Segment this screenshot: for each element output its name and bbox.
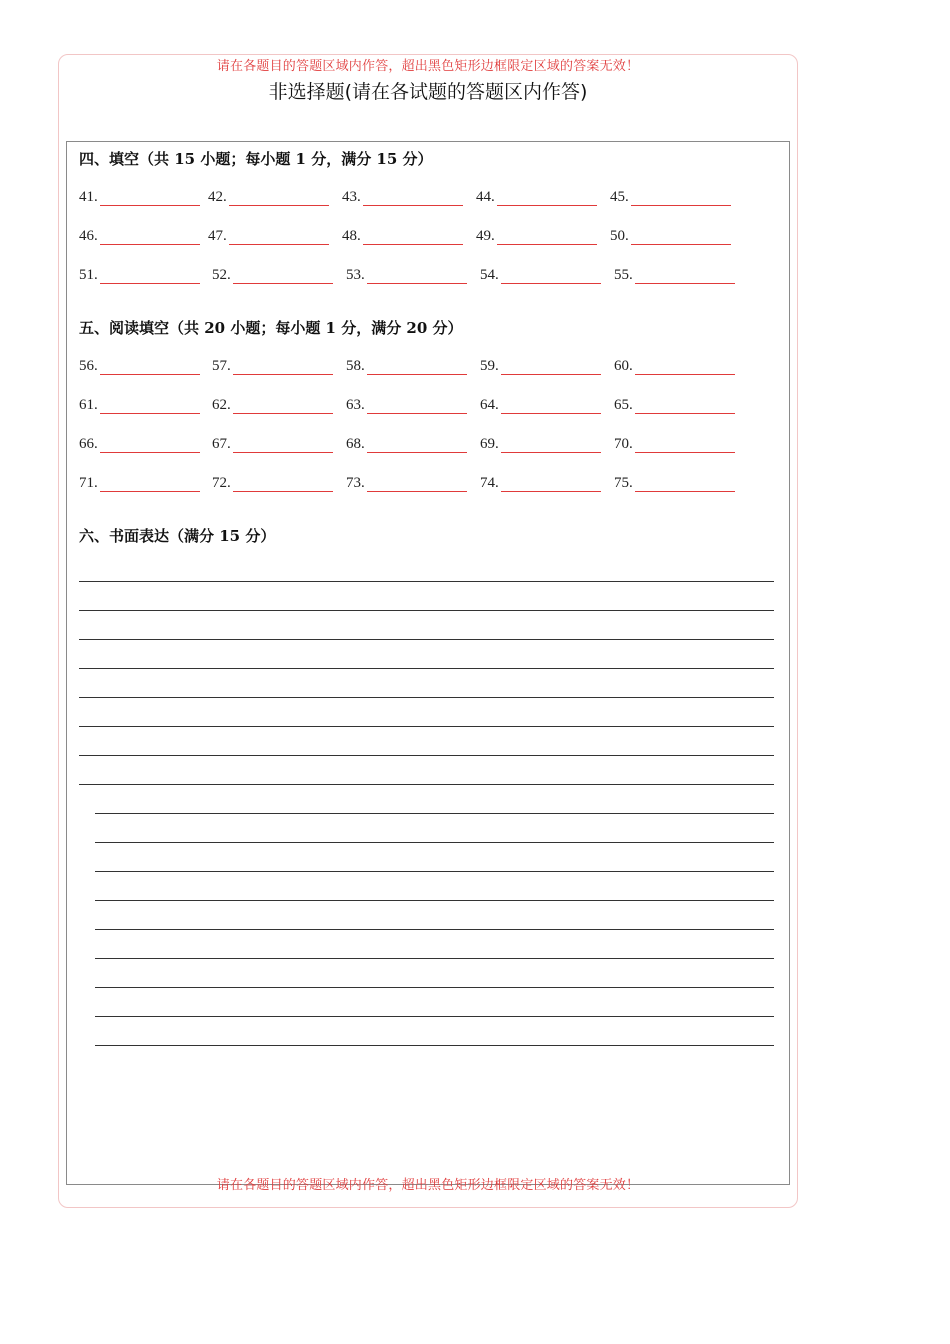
- answer-blank[interactable]: [610, 189, 731, 209]
- question-number: 56.: [79, 358, 98, 374]
- writing-line[interactable]: [79, 668, 774, 669]
- answer-line[interactable]: [100, 475, 200, 492]
- question-number: 50.: [610, 228, 629, 244]
- answer-line[interactable]: [367, 397, 467, 414]
- writing-line[interactable]: [95, 871, 774, 872]
- blank-row: [79, 436, 769, 456]
- writing-line[interactable]: [95, 929, 774, 930]
- answer-line[interactable]: [635, 397, 735, 414]
- page-title: 非选择题(请在各试题的答题区内作答): [268, 81, 588, 103]
- answer-line[interactable]: [233, 267, 333, 284]
- answer-blank[interactable]: [614, 436, 735, 456]
- answer-line[interactable]: [363, 228, 463, 245]
- answer-line[interactable]: [100, 267, 200, 284]
- question-number: 75.: [614, 475, 633, 491]
- answer-line[interactable]: [501, 267, 601, 284]
- writing-line[interactable]: [95, 1016, 774, 1017]
- writing-line[interactable]: [95, 842, 774, 843]
- question-number: 47.: [208, 228, 227, 244]
- answer-blank[interactable]: [79, 436, 200, 456]
- question-number: 60.: [614, 358, 633, 374]
- question-number: 69.: [480, 436, 499, 452]
- question-number: 49.: [476, 228, 495, 244]
- section-title-fill-blank: 四、填空（共 15 小题；每小题 1 分，满分 15 分）: [79, 150, 433, 168]
- question-number: 64.: [480, 397, 499, 413]
- answer-line[interactable]: [367, 267, 467, 284]
- answer-blank[interactable]: [614, 475, 735, 495]
- answer-line[interactable]: [100, 189, 200, 206]
- answer-blank[interactable]: [208, 189, 329, 209]
- section-title-reading-fill: 五、阅读填空（共 20 小题；每小题 1 分，满分 20 分）: [79, 319, 463, 337]
- question-number: 67.: [212, 436, 231, 452]
- answer-line[interactable]: [501, 475, 601, 492]
- answer-line[interactable]: [501, 436, 601, 453]
- question-number: 43.: [342, 189, 361, 205]
- answer-line[interactable]: [233, 436, 333, 453]
- answer-blank[interactable]: [79, 397, 200, 417]
- answer-blank[interactable]: [346, 475, 467, 495]
- answer-blank[interactable]: [346, 436, 467, 456]
- answer-line[interactable]: [635, 475, 735, 492]
- question-number: 59.: [480, 358, 499, 374]
- answer-blank[interactable]: [79, 267, 200, 287]
- question-number: 41.: [79, 189, 98, 205]
- answer-blank[interactable]: [480, 436, 601, 456]
- answer-line[interactable]: [635, 436, 735, 453]
- question-number: 45.: [610, 189, 629, 205]
- writing-line[interactable]: [79, 697, 774, 698]
- answer-blank[interactable]: [208, 228, 329, 248]
- writing-line[interactable]: [95, 813, 774, 814]
- answer-line[interactable]: [501, 358, 601, 375]
- writing-line[interactable]: [79, 755, 774, 756]
- answer-blank[interactable]: [610, 228, 731, 248]
- question-number: 51.: [79, 267, 98, 283]
- answer-line[interactable]: [635, 358, 735, 375]
- writing-line[interactable]: [79, 581, 774, 582]
- writing-line[interactable]: [95, 900, 774, 901]
- question-number: 55.: [614, 267, 633, 283]
- answer-line[interactable]: [100, 436, 200, 453]
- answer-blank[interactable]: [212, 267, 333, 287]
- writing-line[interactable]: [79, 784, 774, 785]
- answer-line[interactable]: [233, 358, 333, 375]
- answer-blank[interactable]: [79, 358, 200, 378]
- question-number: 73.: [346, 475, 365, 491]
- answer-line[interactable]: [367, 358, 467, 375]
- question-number: 52.: [212, 267, 231, 283]
- section-title-writing: 六、书面表达（满分 15 分）: [79, 527, 276, 545]
- warning-text-bottom: 请在各题目的答题区域内作答，超出黑色矩形边框限定区域的答案无效！: [216, 1177, 640, 1192]
- answer-blank[interactable]: [614, 358, 735, 378]
- answer-line[interactable]: [497, 189, 597, 206]
- blank-row: [79, 358, 769, 378]
- blank-row: [79, 228, 769, 248]
- question-number: 70.: [614, 436, 633, 452]
- blank-row: [79, 397, 769, 417]
- question-number: 66.: [79, 436, 98, 452]
- answer-line[interactable]: [631, 189, 731, 206]
- answer-blank[interactable]: [212, 397, 333, 417]
- answer-blank[interactable]: [79, 189, 200, 209]
- answer-line[interactable]: [635, 267, 735, 284]
- question-number: 53.: [346, 267, 365, 283]
- answer-blank[interactable]: [614, 267, 735, 287]
- answer-line[interactable]: [229, 228, 329, 245]
- question-number: 63.: [346, 397, 365, 413]
- answer-line[interactable]: [497, 228, 597, 245]
- answer-line[interactable]: [367, 475, 467, 492]
- question-number: 54.: [480, 267, 499, 283]
- answer-line[interactable]: [229, 189, 329, 206]
- answer-blank[interactable]: [212, 358, 333, 378]
- answer-line[interactable]: [367, 436, 467, 453]
- answer-line[interactable]: [233, 397, 333, 414]
- answer-blank[interactable]: [79, 228, 200, 248]
- question-number: 58.: [346, 358, 365, 374]
- answer-blank[interactable]: [79, 475, 200, 495]
- answer-blank[interactable]: [346, 267, 467, 287]
- answer-blank[interactable]: [480, 267, 601, 287]
- writing-line[interactable]: [95, 1045, 774, 1046]
- answer-blank[interactable]: [346, 358, 467, 378]
- writing-line[interactable]: [95, 958, 774, 959]
- answer-blank[interactable]: [342, 228, 463, 248]
- question-number: 46.: [79, 228, 98, 244]
- question-number: 71.: [79, 475, 98, 491]
- answer-line[interactable]: [631, 228, 731, 245]
- answer-blank[interactable]: [346, 397, 467, 417]
- blank-row: [79, 189, 769, 209]
- answer-line[interactable]: [501, 397, 601, 414]
- question-number: 42.: [208, 189, 227, 205]
- question-number: 44.: [476, 189, 495, 205]
- question-number: 57.: [212, 358, 231, 374]
- writing-line[interactable]: [79, 610, 774, 611]
- answer-sheet: [58, 54, 798, 1208]
- blank-row: [79, 267, 769, 287]
- answer-blank[interactable]: [212, 436, 333, 456]
- writing-line[interactable]: [79, 726, 774, 727]
- answer-line[interactable]: [100, 397, 200, 414]
- question-number: 68.: [346, 436, 365, 452]
- answer-blank[interactable]: [476, 189, 597, 209]
- writing-line[interactable]: [95, 987, 774, 988]
- writing-line[interactable]: [79, 639, 774, 640]
- answer-blank[interactable]: [480, 397, 601, 417]
- answer-blank[interactable]: [614, 397, 735, 417]
- question-number: 61.: [79, 397, 98, 413]
- answer-blank[interactable]: [212, 475, 333, 495]
- answer-line[interactable]: [100, 228, 200, 245]
- answer-blank[interactable]: [480, 475, 601, 495]
- answer-blank[interactable]: [342, 189, 463, 209]
- warning-text-top: 请在各题目的答题区域内作答，超出黑色矩形边框限定区域的答案无效！: [216, 58, 640, 73]
- answer-blank[interactable]: [480, 358, 601, 378]
- answer-region: [66, 141, 790, 1185]
- answer-line[interactable]: [233, 475, 333, 492]
- answer-blank[interactable]: [476, 228, 597, 248]
- answer-line[interactable]: [363, 189, 463, 206]
- question-number: 48.: [342, 228, 361, 244]
- blank-row: [79, 475, 769, 495]
- question-number: 74.: [480, 475, 499, 491]
- question-number: 62.: [212, 397, 231, 413]
- question-number: 72.: [212, 475, 231, 491]
- answer-line[interactable]: [100, 358, 200, 375]
- question-number: 65.: [614, 397, 633, 413]
